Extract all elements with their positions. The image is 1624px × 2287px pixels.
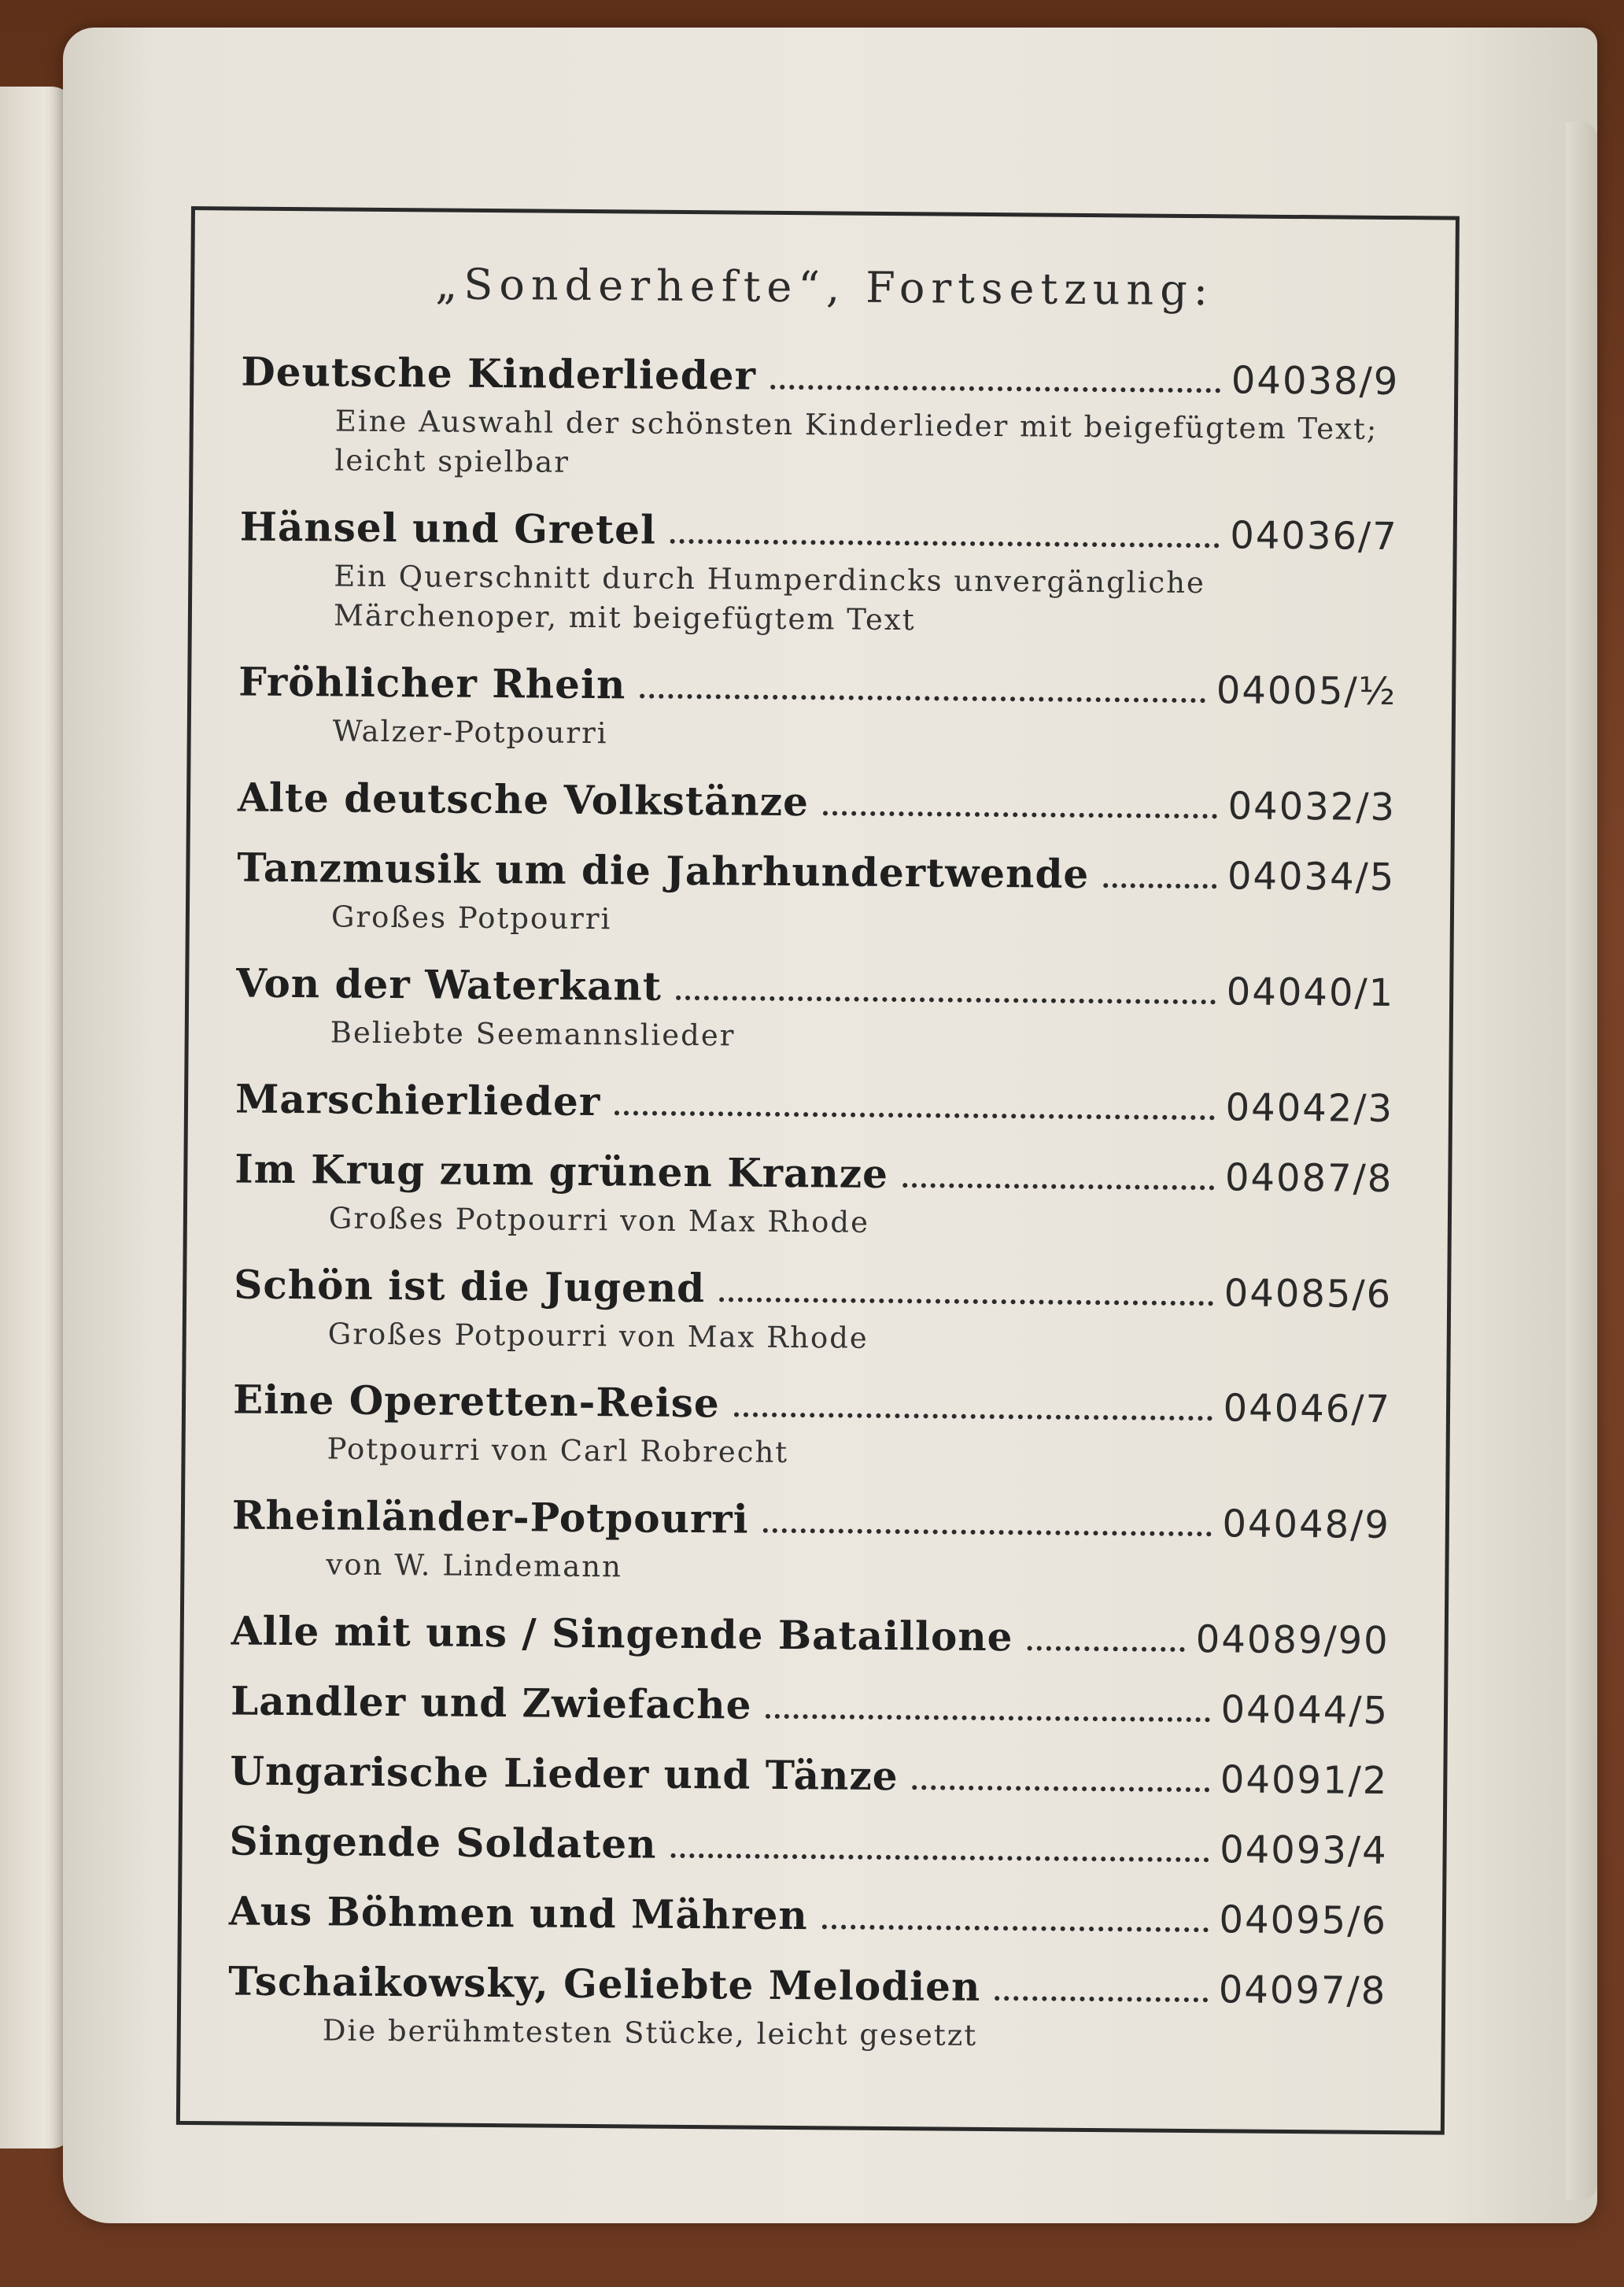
- dot-leader: [670, 539, 1219, 548]
- entry-line: [228, 1958, 1386, 2014]
- entry-description: Potpourri von Carl Robrecht: [327, 1432, 789, 1470]
- entry-description: Großes Potpourri: [330, 900, 612, 936]
- entry-line: [241, 349, 1399, 405]
- catalog-number: 04005/½: [1216, 668, 1397, 714]
- entry-title: Deutsche Kinderlieder: [241, 348, 757, 399]
- entry-title: Von der Waterkant: [236, 959, 663, 1010]
- catalog-entry: [231, 1492, 1390, 1593]
- catalog-entry: [234, 1261, 1393, 1361]
- dot-leader: [670, 1853, 1209, 1862]
- catalog-number: 04038/9: [1231, 358, 1400, 405]
- entry-title: Schön ist die Jugend: [234, 1260, 706, 1311]
- entry-line: [230, 1748, 1388, 1804]
- entry-line: [234, 1145, 1393, 1201]
- entry-line: [231, 1678, 1389, 1734]
- catalog-number: 04046/7: [1223, 1386, 1392, 1432]
- entry-title: Im Krug zum grünen Kranze: [234, 1145, 889, 1197]
- catalog-number: 04044/5: [1220, 1687, 1390, 1734]
- entry-title: Fröhlicher Rhein: [238, 658, 626, 708]
- catalog-list: [227, 349, 1399, 2083]
- catalog-number: 04097/8: [1218, 1967, 1387, 2014]
- catalog-entry: [239, 503, 1398, 643]
- dot-leader: [902, 1183, 1214, 1190]
- dot-leader: [770, 385, 1220, 393]
- entry-description: Walzer-Potpourri: [332, 714, 608, 750]
- entry-title: Hänsel und Gretel: [239, 503, 657, 553]
- dot-leader: [823, 811, 1217, 818]
- dot-leader: [734, 1413, 1212, 1421]
- catalog-entry: [231, 1678, 1389, 1734]
- dot-leader: [822, 1925, 1209, 1933]
- catalog-entry: [232, 1376, 1391, 1477]
- catalog-number: 04032/3: [1227, 784, 1397, 829]
- catalog-number: 04095/6: [1219, 1897, 1388, 1944]
- entry-description: Großes Potpourri von Max Rhode: [327, 1316, 869, 1355]
- catalog-number: 04034/5: [1227, 854, 1396, 900]
- catalog-number: 04089/90: [1195, 1617, 1390, 1664]
- entry-title: Tschaikowsky, Geliebte Melodien: [228, 1957, 981, 2011]
- entry-title: Ungarische Lieder und Tänze: [230, 1747, 899, 1800]
- dot-leader: [912, 1786, 1209, 1793]
- entry-title: Tanzmusik um die Jahrhundertwende: [237, 844, 1090, 897]
- catalog-entry: [237, 844, 1396, 944]
- catalog-entry: [230, 1748, 1388, 1804]
- dot-leader: [1027, 1646, 1184, 1653]
- dot-leader: [1103, 883, 1216, 889]
- dot-leader: [676, 995, 1216, 1003]
- dot-leader: [719, 1297, 1213, 1306]
- entry-line: [234, 1261, 1392, 1317]
- catalog-entry: [234, 1145, 1393, 1246]
- catalog-number: 04042/3: [1225, 1084, 1394, 1131]
- entry-line: [238, 658, 1397, 714]
- page-stack-edge: [1566, 122, 1597, 2200]
- dot-leader: [640, 693, 1205, 703]
- dot-leader: [762, 1528, 1211, 1536]
- entry-line: [229, 1888, 1387, 1944]
- catalog-number: 04087/8: [1224, 1155, 1393, 1201]
- entry-line: [235, 1075, 1393, 1131]
- entry-title: Rheinländer-Potpourri: [231, 1491, 749, 1543]
- catalog-entry: [229, 1888, 1387, 1944]
- catalog-entry: [238, 658, 1397, 759]
- dot-leader: [995, 1996, 1208, 2002]
- entry-line: [237, 844, 1395, 900]
- entry-title: Landler und Zwiefache: [230, 1677, 752, 1728]
- entry-line: [232, 1492, 1390, 1548]
- catalog-entry: [235, 1075, 1393, 1131]
- dot-leader: [615, 1110, 1215, 1120]
- entry-description: Ein Querschnitt durch Humperdincks unvergängliche Märchenoper, mit beigefügtem Text: [333, 559, 1206, 637]
- entry-description: von W. Lindemann: [326, 1547, 623, 1584]
- entry-line: [233, 1376, 1391, 1432]
- entry-line: [236, 959, 1394, 1015]
- catalog-number: 04093/4: [1220, 1827, 1388, 1874]
- entry-line: [240, 503, 1398, 559]
- catalog-entry: [240, 349, 1399, 489]
- catalog-entry: [238, 774, 1396, 829]
- entry-line: [229, 1818, 1387, 1874]
- entry-line: [231, 1608, 1390, 1664]
- entry-description: Beliebte Seemannslieder: [330, 1015, 736, 1053]
- catalog-entry: [231, 1608, 1390, 1664]
- catalog-entry: [228, 1958, 1387, 2059]
- catalog-number: 04040/1: [1226, 969, 1395, 1015]
- dot-leader: [766, 1714, 1209, 1722]
- entry-line: [238, 774, 1396, 829]
- catalog-number: 04091/2: [1220, 1757, 1389, 1804]
- catalog-entry: [229, 1818, 1387, 1874]
- content-frame: [176, 206, 1460, 2135]
- entry-title: Alle mit uns / Singende Bataillone: [231, 1607, 1013, 1661]
- entry-description: Großes Potpourri von Max Rhode: [328, 1200, 870, 1240]
- entry-title: Eine Operetten-Reise: [232, 1376, 720, 1427]
- entry-title: Aus Böhmen und Mähren: [228, 1887, 809, 1939]
- catalog-entry: [236, 959, 1395, 1060]
- page-heading: „Sonderhefte“, Fortsetzung:: [435, 259, 1215, 316]
- entry-title: Singende Soldaten: [229, 1817, 657, 1868]
- entry-description: Die berühmtesten Stücke, leicht gesetzt: [322, 2013, 978, 2053]
- catalog-number: 04036/7: [1230, 513, 1398, 559]
- entry-title: Marschierlieder: [234, 1075, 601, 1125]
- entry-description: Eine Auswahl der schönsten Kinderlieder mit beigefügtem Text; leicht spielbar: [334, 404, 1379, 479]
- entry-title: Alte deutsche Volkstänze: [237, 774, 810, 825]
- catalog-number: 04048/9: [1222, 1502, 1391, 1548]
- catalog-number: 04085/6: [1224, 1270, 1393, 1317]
